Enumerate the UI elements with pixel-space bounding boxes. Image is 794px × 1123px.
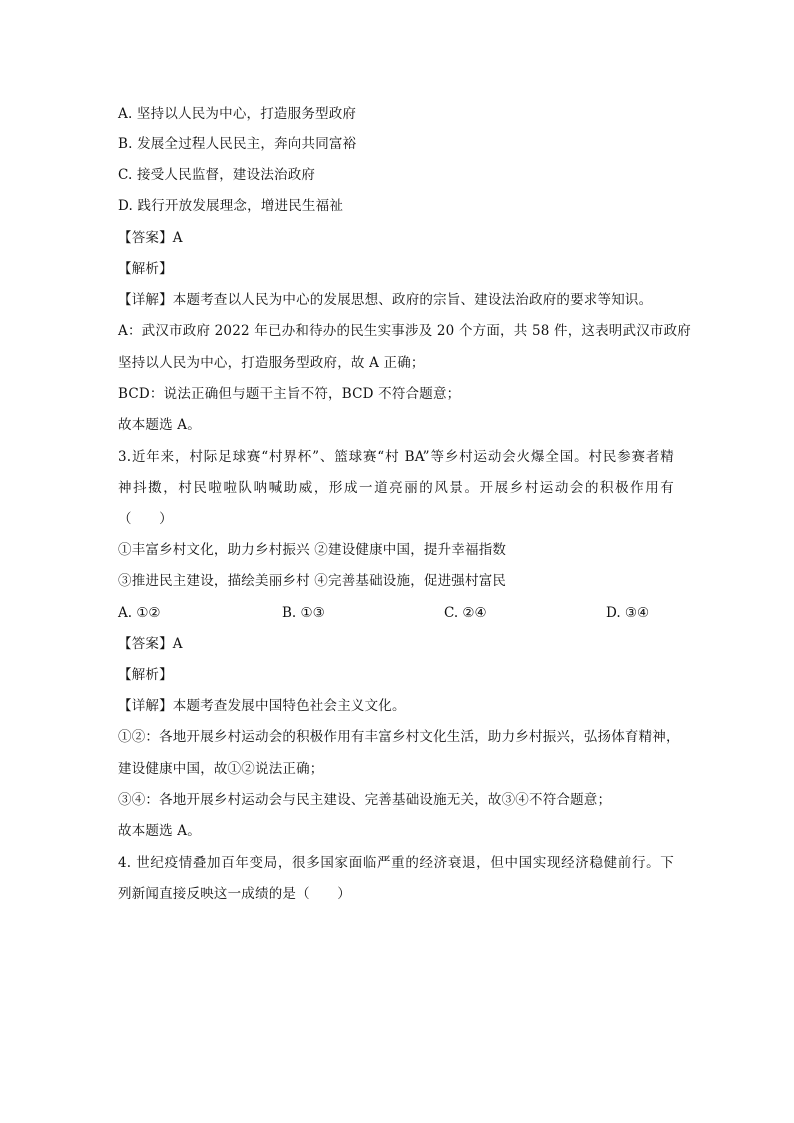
q2-detail: 【详解】本题考查以人民为中心的发展思想、政府的宗旨、建设法治政府的要求等知识。 <box>118 292 653 308</box>
q2-analysis-label: 【解析】 <box>118 261 173 277</box>
q2-explain-bcd: BCD：说法正确但与题干主旨不符，BCD 不符合题意； <box>118 386 461 402</box>
q2-answer: 【答案】A <box>118 230 183 246</box>
q3-conclusion: 故本题选 A。 <box>118 823 201 839</box>
q2-option-b: B. 发展全过程人民民主，奔向共同富裕 <box>118 136 357 152</box>
q2-option-a: A. 坚持以人民为中心，打造服务型政府 <box>118 106 357 122</box>
q3-option-b: B. ①③ <box>282 605 325 621</box>
q3-stem-line1: 3.近年来，村际足球赛“村界杯”、篮球赛“村 BA”等乡村运动会火爆全国。村民参赛者精 <box>118 449 674 465</box>
q3-detail: 【详解】本题考查发展中国特色社会主义文化。 <box>118 698 406 714</box>
q3-option-c: C. ②④ <box>444 605 487 621</box>
q3-analysis-label: 【解析】 <box>118 667 173 683</box>
q3-items-line1: ①丰富乡村文化，助力乡村振兴 ②建设健康中国，提升幸福指数 <box>118 542 507 558</box>
q3-options-row <box>118 603 678 623</box>
q2-conclusion: 故本题选 A。 <box>118 417 201 433</box>
q4-stem-line2: 列新闻直接反映这一成绩的是（ ） <box>118 886 351 902</box>
q3-items-line2: ③推进民主建设，描绘美丽乡村 ④完善基础设施，促进强村富民 <box>118 573 507 589</box>
q2-option-c: C. 接受人民监督，建设法治政府 <box>118 167 316 183</box>
q3-explain-12-line1: ①②：各地开展乡村运动会的积极作用有丰富乡村文化生活，助力乡村振兴，弘扬体育精神， <box>118 729 680 745</box>
q3-explain-12-line2: 建设健康中国，故①②说法正确； <box>118 761 324 777</box>
q4-stem-line1: 4. 世纪疫情叠加百年变局，很多国家面临严重的经济衰退，但中国实现经济稳健前行。下 <box>118 855 674 871</box>
q3-option-d: D. ③④ <box>606 605 650 621</box>
q3-option-a: A. ①② <box>118 605 161 621</box>
q3-answer: 【答案】A <box>118 636 183 652</box>
q2-explain-a-line1: A：武汉市政府 2022 年已办和待办的民生实事涉及 20 个方面，共 58 件，这表明武汉市政府 <box>118 323 692 339</box>
q3-stem-blank: （ ） <box>118 511 173 527</box>
q3-stem-line2: 神抖擞，村民啦啦队呐喊助威，形成一道亮丽的风景。开展乡村运动会的积极作用有 <box>118 480 674 496</box>
q3-explain-34: ③④：各地开展乡村运动会与民主建设、完善基础设施无关，故③④不符合题意； <box>118 792 612 808</box>
q2-option-d: D. 践行开放发展理念，增进民生福祉 <box>118 198 344 214</box>
q2-explain-a-line2: 坚持以人民为中心，打造服务型政府，故 A 正确； <box>118 355 425 371</box>
